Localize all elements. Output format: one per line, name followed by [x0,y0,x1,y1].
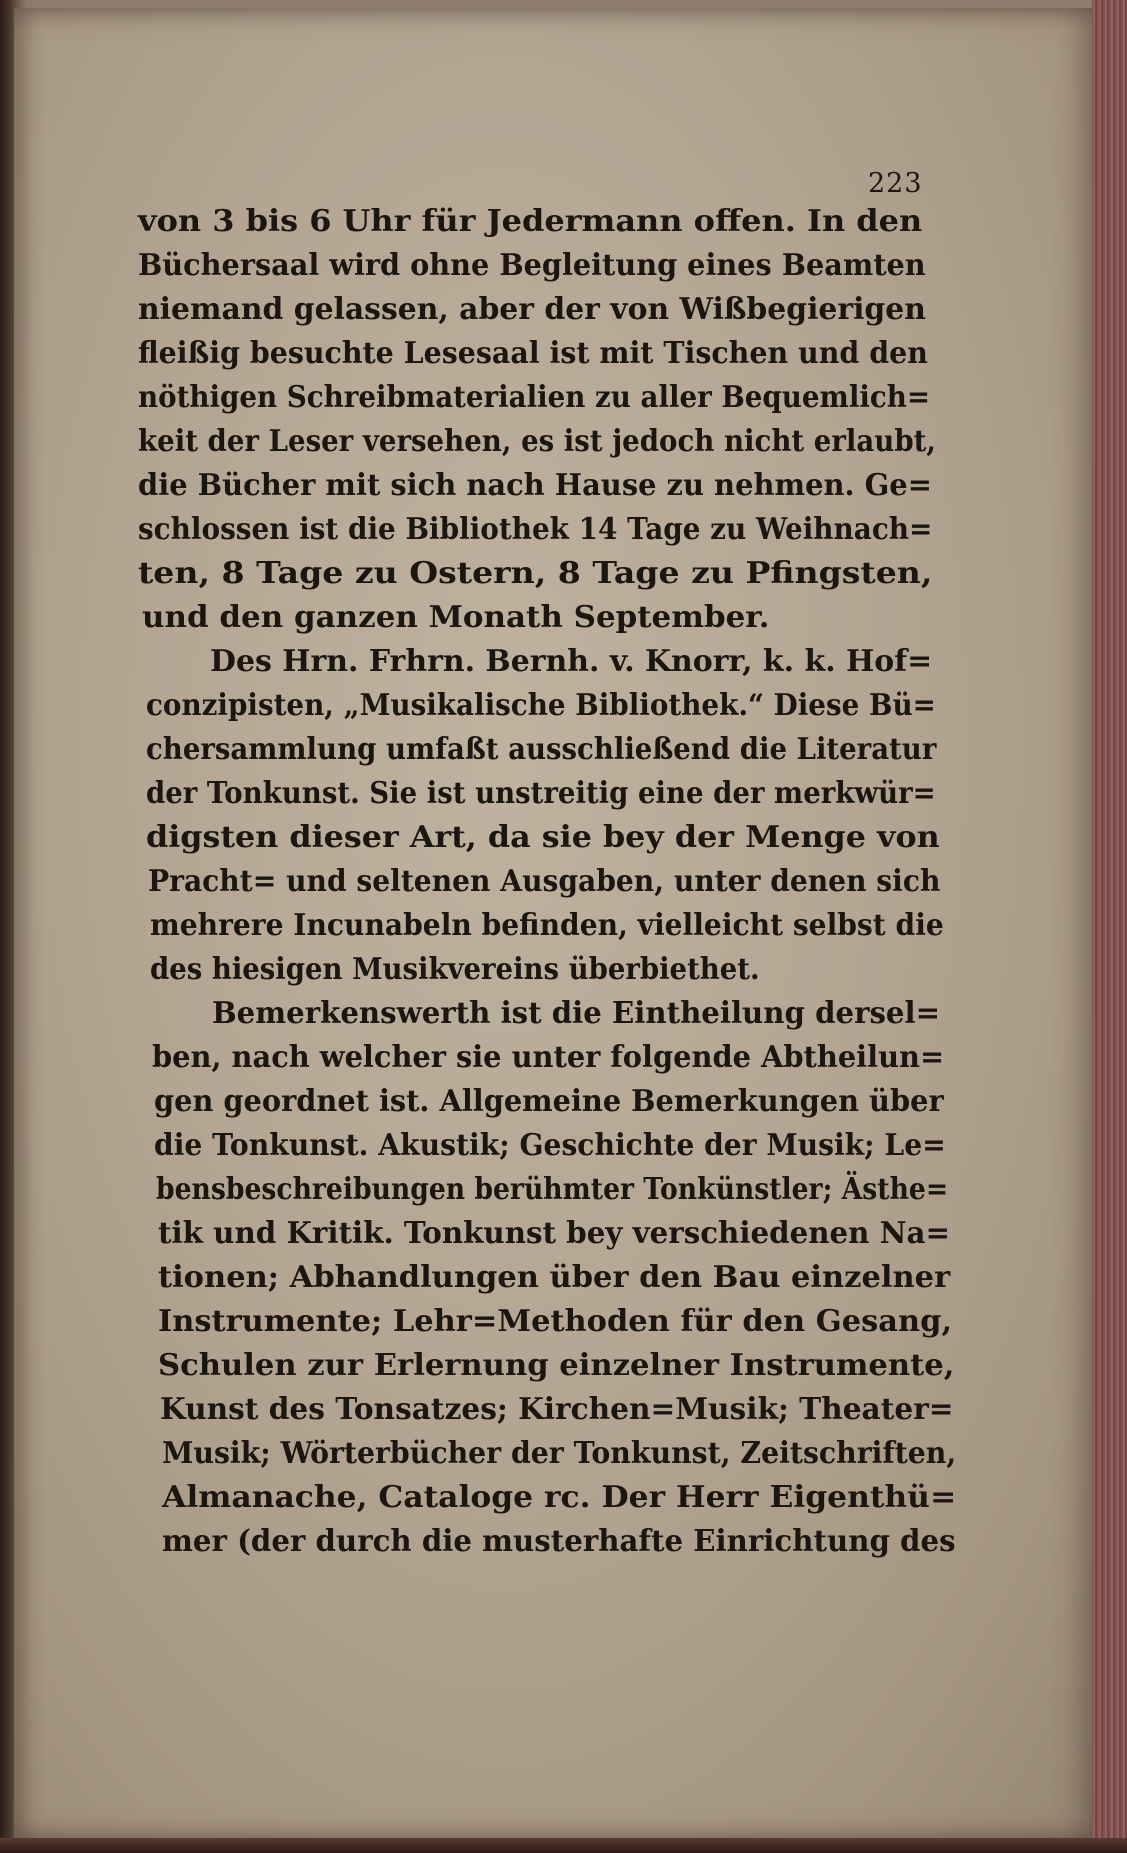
text-line: des hiesigen Musikvereins überbiethet. [150,952,760,987]
text-line: chersammlung umfaßt ausschließend die Literatur [146,732,937,767]
text-line: mehrere Incunabeln befinden, vielleicht selbst die [150,908,944,943]
text-line: niemand gelassen, aber der von Wißbegierigen [138,292,926,327]
text-line: Bemerkenswerth ist die Eintheilung dersel= [212,996,941,1031]
text-line: Büchersaal wird ohne Begleitung eines Beamten [138,248,926,283]
text-line: Kunst des Tonsatzes; Kirchen=Musik; Theater= [160,1392,954,1427]
text-line: Musik; Wörterbücher der Tonkunst, Zeitschriften, [162,1436,957,1471]
text-line: tik und Kritik. Tonkunst bey verschiedenen Na= [158,1216,950,1251]
text-line: von 3 bis 6 Uhr für Jedermann offen. In den [138,204,923,239]
text-line: bensbeschreibungen berühmter Tonkünstler; Ästhe= [156,1172,949,1207]
text-line: fleißig besuchte Lesesaal ist mit Tischen und den [138,336,928,371]
text-line: Almanache, Cataloge rc. Der Herr Eigenthü= [162,1480,957,1515]
text-line: digsten dieser Art, da sie bey der Menge von [146,820,940,855]
text-line: ben, nach welcher sie unter folgende Abtheilun= [152,1040,945,1075]
text-line: Des Hrn. Frhrn. Bernh. v. Knorr, k. k. Hof= [210,644,933,679]
text-line: ten, 8 Tage zu Ostern, 8 Tage zu Pfingsten, [138,556,933,591]
text-line: die Tonkunst. Akustik; Geschichte der Musik; Le= [154,1128,946,1163]
text-line: tionen; Abhandlungen über den Bau einzelner [158,1260,951,1295]
text-line: die Bücher mit sich nach Hause zu nehmen. Ge= [138,468,932,503]
text-line: gen geordnet ist. Allgemeine Bemerkungen über [154,1084,944,1119]
text-line: nöthigen Schreibmaterialien zu aller Bequemlich= [138,380,931,415]
page-number: 223 [868,168,923,199]
text-line: Instrumente; Lehr=Methoden für den Gesang, [158,1304,953,1339]
text-line: mer (der durch die musterhafte Einrichtung des [162,1524,956,1559]
text-line: conzipisten, „Musikalische Bibliothek.“ Diese Bü= [146,688,936,723]
text-line: keit der Leser versehen, es ist jedoch nicht erlaubt, [138,424,937,459]
text-line: schlossen ist die Bibliothek 14 Tage zu Weihnach= [138,512,933,547]
text-line: Pracht= und seltenen Ausgaben, unter denen sich [148,864,941,899]
text-line: und den ganzen Monath September. [142,600,770,635]
text-line: Schulen zur Erlernung einzelner Instrumente, [158,1348,955,1383]
text-line: der Tonkunst. Sie ist unstreitig eine der merkwür= [146,776,936,811]
